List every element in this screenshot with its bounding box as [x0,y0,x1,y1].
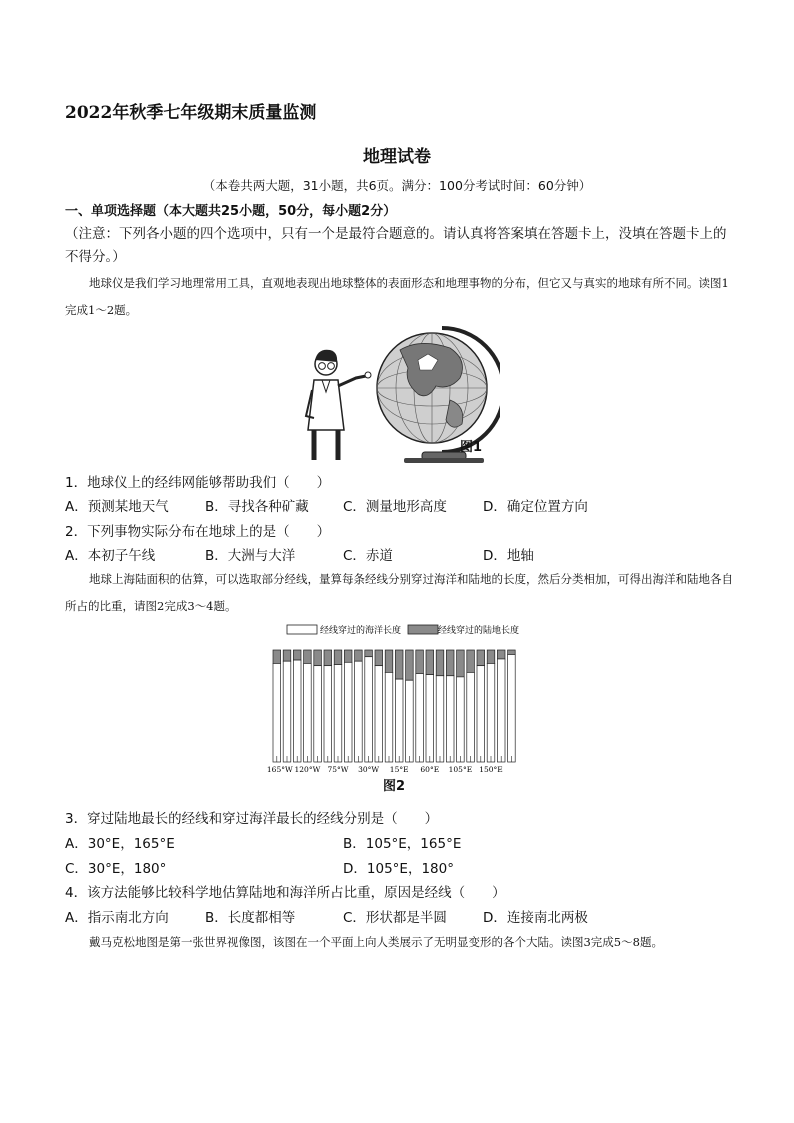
bar-land-45°E [416,650,424,674]
bar-ocean-45°W [355,661,363,762]
bar-ocean-165°E [497,659,505,762]
question-4-option-c[interactable]: C．形状都是半圆 [343,910,447,926]
bar-ocean-45°E [416,674,424,762]
exam-header: 2022年秋季七年级期末质量监测 [65,103,317,123]
question-1-option-b[interactable]: B．寻找各种矿藏 [205,499,309,515]
question-2-stem: 2．下列事物实际分布在地球上的是（ ） [65,524,331,540]
bar-ocean-120°W [304,663,312,762]
bar-ocean-75°W [334,665,342,762]
bar-land-105°E [457,650,465,677]
question-1-option-c[interactable]: C．测量地形高度 [343,499,447,515]
bar-ocean-120°E [467,672,475,762]
bar-ocean-90°W [324,666,332,762]
bar-land-90°W [324,650,332,666]
question-3-option-a[interactable]: A．30°E，165°E [65,836,175,852]
tick-label: 60°E [420,765,440,774]
question-1-stem: 1．地球仪上的经纬网能够帮助我们（ ） [65,475,331,491]
question-3-stem: 3．穿过陆地最长的经线和穿过海洋最长的经线分别是（ ） [65,811,439,827]
section-note: （注意：下列各小题的四个选项中，只有一个是最符合题意的。请认真将答案填在答题卡上，没填在答题卡上的不得分。） [65,226,727,265]
bar-land-90°E [446,650,454,676]
passage-2: 地球上海陆面积的估算，可以选取部分经线，量算每条经线分别穿过海洋和陆地的长度，然后分类相加，可得出海洋和陆地各自所占的比重，请图2完成3～4题。 [65,572,733,613]
tick-label: 30°W [358,765,380,774]
legend-land-label: 经线穿过的陆地长度 [438,626,520,636]
bar-land-105°W [314,650,322,666]
bar-land-75°E [436,650,444,676]
meridian-ocean-land-chart [265,622,530,777]
legend-land-swatch [408,625,438,634]
bar-land-120°E [467,650,475,672]
bar-land-30°E [406,650,414,680]
exam-info: （本卷共两大题，31小题，共6页。满分：100分考试时间：60分钟） [202,178,592,193]
question-4-stem: 4．该方法能够比较科学地估算陆地和海洋所占比重，原因是经线（ ） [65,885,506,901]
tick-label: 120°W [294,765,321,774]
question-2-option-d[interactable]: D．地轴 [483,548,534,564]
bar-ocean-90°E [446,676,454,762]
bar-land-30°W [365,650,373,657]
bar-land-0° [385,650,393,672]
tick-label: 75°W [327,765,349,774]
question-4-option-a[interactable]: A．指示南北方向 [65,910,169,926]
bar-land-165°W [273,650,281,663]
bar-ocean-15°E [395,679,403,762]
question-3-option-b[interactable]: B．105°E，165°E [343,836,462,852]
bar-land-60°W [344,650,352,662]
bar-ocean-60°W [344,662,352,762]
bar-ocean-105°E [457,677,465,762]
question-4-option-d[interactable]: D．连接南北两极 [483,910,588,926]
bar-land-150°E [487,650,495,663]
bar-land-15°E [395,650,403,679]
bar-land-135°E [477,650,485,666]
bar-ocean-135°E [477,666,485,762]
tick-label: 15°E [389,765,409,774]
bar-land-165°E [497,650,505,659]
bar-ocean-150°E [487,663,495,762]
figure-2 [265,622,530,777]
tick-label: 105°E [448,765,473,774]
bar-ocean-30°W [365,657,373,762]
bar-land-60°E [426,650,434,675]
bar-ocean-0° [385,672,393,762]
question-2-option-a[interactable]: A．本初子午线 [65,548,156,564]
figure-1-caption: 图1 [460,440,483,455]
bar-ocean-150°W [283,661,291,762]
question-2-option-b[interactable]: B．大洲与大洋 [205,548,296,564]
bar-ocean-15°W [375,666,383,762]
question-3-option-c[interactable]: C．30°E，180° [65,861,167,877]
bar-land-75°W [334,650,342,665]
bar-ocean-30°E [406,680,414,762]
subject-title: 地理试卷 [363,147,431,167]
bar-land-15°W [375,650,383,666]
bar-land-120°W [304,650,312,663]
bar-ocean-105°W [314,666,322,762]
bar-ocean-165°W [273,663,281,762]
bar-ocean-135°W [293,660,301,762]
question-3-option-d[interactable]: D．105°E，180° [343,861,454,877]
passage-1: 地球仪是我们学习地理常用工具，直观地表现出地球整体的表面形态和地理事物的分布，但它又与真实的地球有所不同。读图1完成1～2题。 [65,276,729,317]
legend-ocean-label: 经线穿过的海洋长度 [320,626,402,636]
figure-2-caption: 图2 [383,779,406,794]
tick-label: 150°E [479,765,503,774]
question-1-option-d[interactable]: D．确定位置方向 [483,499,588,515]
bar-ocean-60°E [426,675,434,762]
bar-ocean-180° [508,654,516,762]
bar-land-150°W [283,650,291,661]
bar-land-135°W [293,650,301,660]
bar-ocean-75°E [436,676,444,762]
question-1-option-a[interactable]: A．预测某地天气 [65,499,169,515]
question-4-option-b[interactable]: B．长度都相等 [205,910,296,926]
section-heading: 一、单项选择题（本大题共25小题，50分，每小题2分） [65,204,397,219]
tick-label: 165°W [266,765,293,774]
bar-land-45°W [355,650,363,661]
bar-land-180° [508,650,516,654]
legend-ocean-swatch [287,625,317,634]
passage-3: 戴马克松地图是第一张世界视像图，该图在一个平面上向人类展示了无明显变形的各个大陆。读图3完成5～8题。 [89,935,663,949]
question-2-option-c[interactable]: C．赤道 [343,548,393,564]
